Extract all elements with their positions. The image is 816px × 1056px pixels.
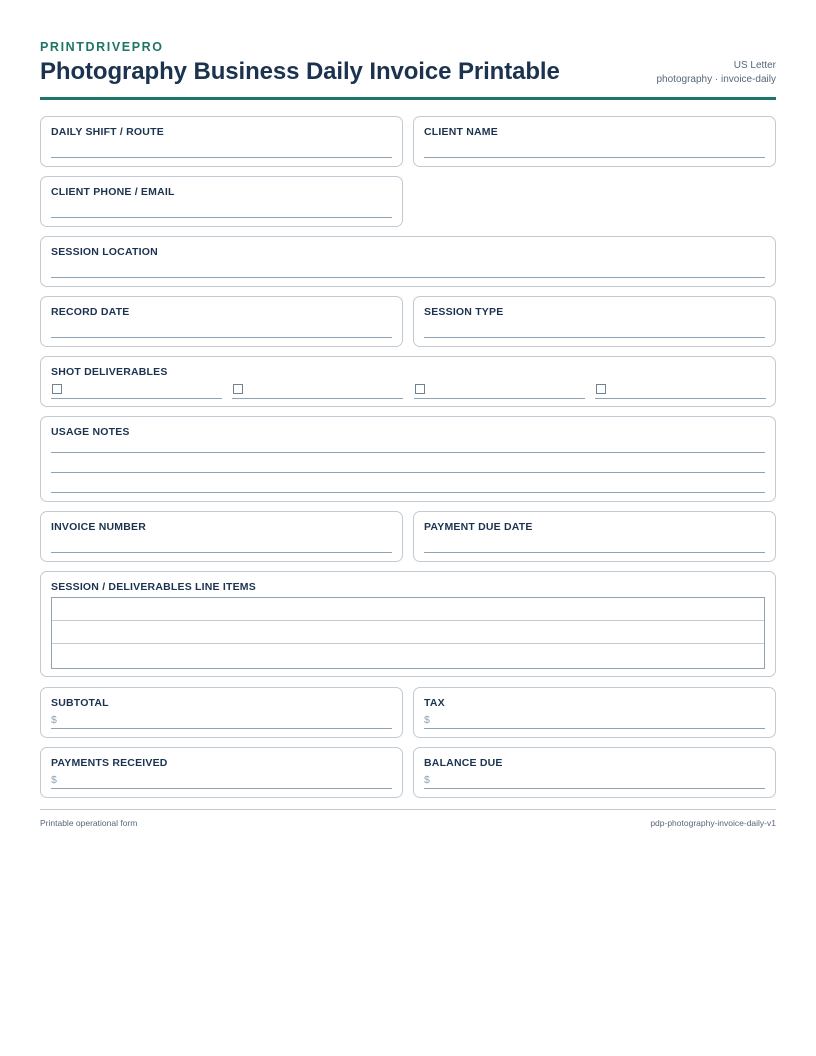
- field-label: SESSION TYPE: [424, 306, 504, 318]
- field-label: CLIENT PHONE / EMAIL: [51, 186, 175, 198]
- write-line[interactable]: [51, 337, 392, 338]
- field-tax[interactable]: [413, 687, 776, 738]
- write-line[interactable]: [51, 452, 765, 453]
- write-line[interactable]: [51, 472, 765, 473]
- write-line[interactable]: [424, 728, 765, 729]
- checkbox[interactable]: [596, 384, 606, 394]
- paper-size-label: US Letter: [733, 60, 776, 71]
- field-label: SESSION / DELIVERABLES LINE ITEMS: [51, 581, 256, 593]
- field-label: CLIENT NAME: [424, 126, 498, 138]
- brand-name: PRINTDRIVEPRO: [40, 40, 164, 54]
- header-meta: [656, 59, 776, 86]
- write-line[interactable]: [424, 157, 765, 158]
- write-line[interactable]: [51, 277, 765, 278]
- field-client-phone-email[interactable]: [40, 176, 403, 227]
- deliverable-option[interactable]: [232, 382, 403, 399]
- write-line[interactable]: [51, 157, 392, 158]
- field-client-name[interactable]: [413, 116, 776, 167]
- currency-symbol: $: [51, 774, 57, 786]
- write-line[interactable]: [51, 552, 392, 553]
- field-usage-notes[interactable]: [40, 416, 776, 502]
- currency-symbol: $: [424, 774, 430, 786]
- field-line-items: [40, 571, 776, 677]
- field-session-location[interactable]: [40, 236, 776, 287]
- field-subtotal[interactable]: [40, 687, 403, 738]
- field-balance-due[interactable]: [413, 747, 776, 798]
- field-daily-shift-route[interactable]: [40, 116, 403, 167]
- line-item-row[interactable]: [52, 644, 764, 668]
- field-label: TAX: [424, 697, 445, 709]
- field-shot-deliverables: [40, 356, 776, 407]
- write-line[interactable]: [51, 492, 765, 493]
- write-line[interactable]: [424, 788, 765, 789]
- deliverable-option[interactable]: [414, 382, 585, 399]
- field-label: SUBTOTAL: [51, 697, 109, 709]
- field-label: SHOT DELIVERABLES: [51, 366, 168, 378]
- write-line[interactable]: [51, 788, 392, 789]
- field-record-date[interactable]: [40, 296, 403, 347]
- field-session-type[interactable]: [413, 296, 776, 347]
- field-label: RECORD DATE: [51, 306, 130, 318]
- footer-divider: [40, 809, 776, 810]
- line-items-table: [51, 597, 765, 669]
- checkbox[interactable]: [52, 384, 62, 394]
- line-item-row[interactable]: [52, 598, 764, 621]
- write-line[interactable]: [424, 552, 765, 553]
- field-payments-received[interactable]: [40, 747, 403, 798]
- field-label: INVOICE NUMBER: [51, 521, 146, 533]
- line-item-row[interactable]: [52, 621, 764, 644]
- write-line[interactable]: [51, 217, 392, 218]
- footer-description: Printable operational form: [40, 818, 138, 828]
- header-divider: [40, 97, 776, 100]
- currency-symbol: $: [51, 714, 57, 726]
- deliverable-option[interactable]: [595, 382, 766, 399]
- field-label: USAGE NOTES: [51, 426, 130, 438]
- checkbox[interactable]: [415, 384, 425, 394]
- write-line[interactable]: [51, 728, 392, 729]
- field-invoice-number[interactable]: [40, 511, 403, 562]
- field-label: PAYMENT DUE DATE: [424, 521, 533, 533]
- page-title: Photography Business Daily Invoice Printable: [40, 58, 560, 85]
- field-label: DAILY SHIFT / ROUTE: [51, 126, 164, 138]
- tags-label: photography · invoice-daily: [656, 73, 776, 85]
- footer-form-id: pdp-photography-invoice-daily-v1: [650, 818, 776, 828]
- write-line[interactable]: [424, 337, 765, 338]
- checkbox[interactable]: [233, 384, 243, 394]
- currency-symbol: $: [424, 714, 430, 726]
- field-label: BALANCE DUE: [424, 757, 503, 769]
- field-label: PAYMENTS RECEIVED: [51, 757, 168, 769]
- deliverable-option[interactable]: [51, 382, 222, 399]
- field-label: SESSION LOCATION: [51, 246, 158, 258]
- field-payment-due-date[interactable]: [413, 511, 776, 562]
